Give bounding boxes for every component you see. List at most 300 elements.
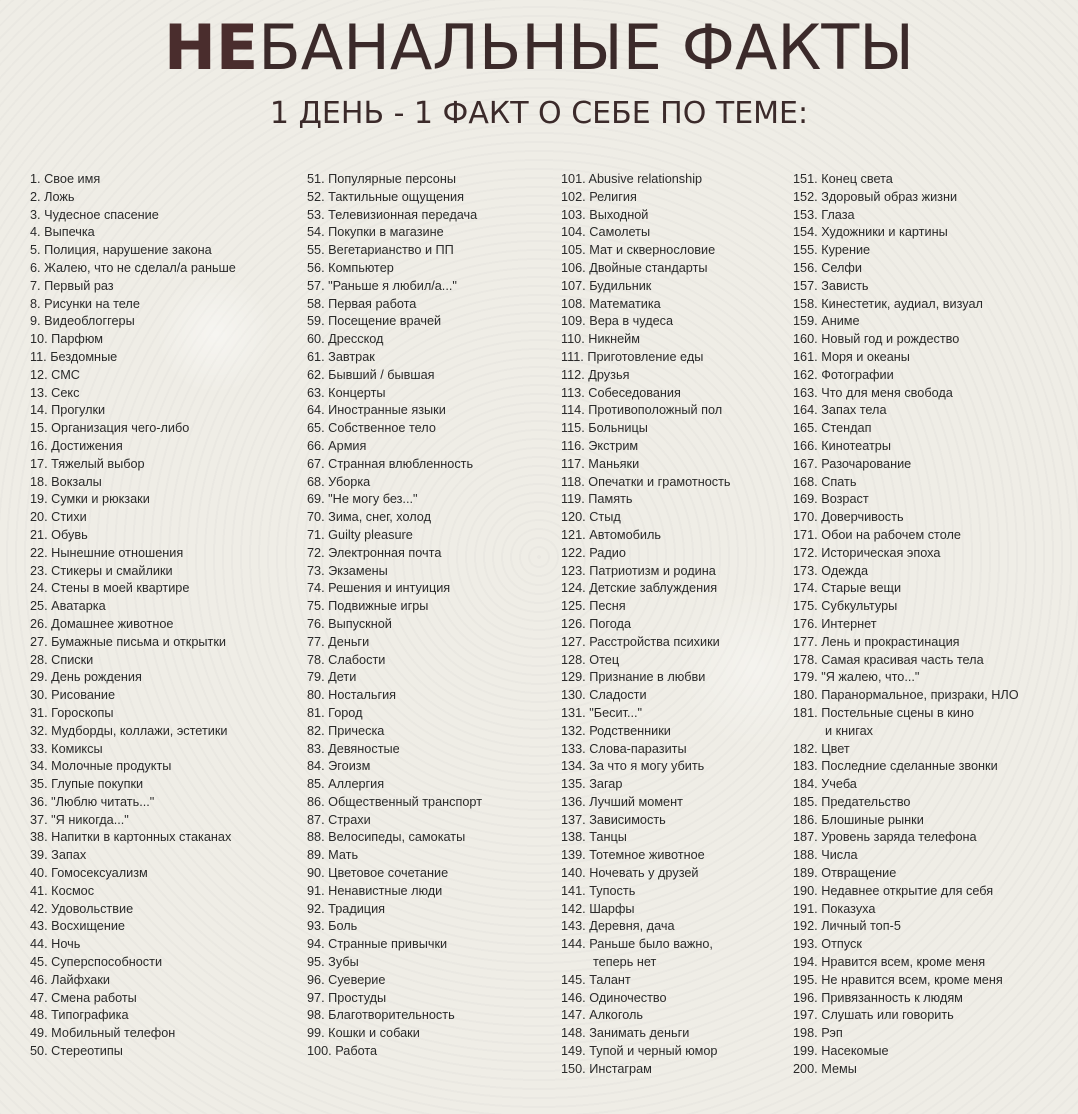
topic-text: "Раньше я любил/а..." (328, 278, 457, 293)
topic-item (307, 669, 557, 687)
topic-number: 176. (793, 616, 818, 631)
topic-text: Космос (51, 883, 95, 898)
topic-text: Конец света (821, 172, 893, 186)
topic-item (307, 491, 557, 509)
topic-text: Паранормальное, призраки, НЛО (821, 688, 1019, 703)
topic-item (307, 865, 557, 883)
topic-text: Суеверие (328, 972, 386, 987)
topic-text: Самая красивая часть тела (821, 652, 984, 667)
topic-text: Стихи (51, 510, 87, 525)
topic-number: 164. (793, 403, 818, 418)
topic-text: Рэп (821, 1026, 843, 1041)
topic-text: Самолеты (589, 225, 651, 240)
topic-text: Аватарка (51, 599, 106, 614)
topic-number: 171. (793, 527, 818, 542)
topic-text: Загар (589, 777, 623, 792)
topic-item (307, 758, 557, 776)
topic-item (307, 242, 557, 260)
topic-text: Числа (821, 848, 858, 863)
topic-number: 25. (30, 599, 48, 614)
topic-item (30, 491, 300, 509)
topic-number: 45. (30, 955, 48, 970)
topic-item (30, 349, 300, 367)
topic-number: 139. (561, 848, 586, 863)
topic-text: Мать (328, 848, 359, 863)
topic-item (307, 847, 557, 865)
topic-text: "Люблю читать..." (51, 794, 155, 809)
topic-text: Нынешние отношения (51, 545, 184, 560)
topic-number: 137. (561, 812, 586, 827)
topic-item (307, 509, 557, 527)
topic-number: 58. (307, 296, 325, 311)
topic-text: Историческая эпоха (821, 545, 941, 560)
topic-text: "Бесит..." (589, 705, 643, 720)
topic-item (561, 331, 786, 349)
topic-number: 71. (307, 527, 325, 542)
topic-item (561, 776, 786, 794)
topic-text: Бездомные (50, 349, 118, 364)
topic-text: Суперспособности (51, 955, 163, 970)
topic-number: 175. (793, 599, 818, 614)
topic-text: Странные привычки (328, 937, 448, 952)
topic-text: Родственники (589, 723, 671, 738)
topic-item (793, 972, 1075, 990)
topic-item (30, 723, 300, 741)
topic-text: Запах тела (821, 403, 887, 418)
topic-text: Выходной (589, 207, 649, 222)
topic-text: Телевизионная передача (328, 207, 478, 222)
topic-item (307, 1025, 557, 1043)
topic-text: Новый год и рождество (821, 332, 960, 347)
topic-number: 128. (561, 652, 586, 667)
topic-number: 75. (307, 599, 325, 614)
topic-number: 150. (561, 1061, 586, 1076)
topic-item (561, 847, 786, 865)
topic-number: 27. (30, 634, 48, 649)
topic-number: 166. (793, 438, 818, 453)
topic-item (30, 242, 300, 260)
topic-text: Посещение врачей (328, 314, 442, 329)
topic-item (30, 794, 300, 812)
topic-number: 73. (307, 563, 325, 578)
topic-item (561, 616, 786, 634)
topic-text: Художники и картины (821, 225, 948, 240)
topic-item (30, 296, 300, 314)
topic-text: Патриотизм и родина (589, 563, 716, 578)
topic-item (307, 224, 557, 242)
topic-text: Слова-паразиты (589, 741, 687, 756)
topic-item (793, 491, 1075, 509)
topic-item (793, 812, 1075, 830)
topic-item (793, 242, 1075, 260)
topic-item (307, 580, 557, 598)
topic-number: 152. (793, 189, 818, 204)
topic-number: 41. (30, 883, 48, 898)
topic-item (307, 705, 557, 723)
topic-number: 123. (561, 563, 586, 578)
topic-item (30, 331, 300, 349)
topic-item (307, 331, 557, 349)
topic-text: Боль (328, 919, 358, 934)
topic-text: Молочные продукты (51, 759, 172, 774)
topic-number: 109. (561, 314, 586, 329)
title-rest-part: БАНАЛЬНЫЕ ФАКТЫ (258, 11, 914, 84)
topic-item (30, 509, 300, 527)
topic-item (30, 776, 300, 794)
topic-text: Стереотипы (51, 1044, 123, 1059)
topic-item (30, 669, 300, 687)
topic-text: Селфи (821, 260, 862, 275)
topic-number: 198. (793, 1026, 818, 1041)
topic-text: Видеоблоггеры (44, 314, 135, 329)
topic-text: День рождения (51, 670, 142, 685)
topic-text: Цвет (821, 741, 850, 756)
topic-number: 181. (793, 705, 818, 720)
topic-text: Зима, снег, холод (328, 510, 431, 525)
topic-number: 146. (561, 990, 586, 1005)
topic-item (561, 527, 786, 545)
topic-item (30, 918, 300, 936)
topic-item (561, 829, 786, 847)
topic-item (30, 563, 300, 581)
topic-text: Противоположный пол (588, 403, 723, 418)
topic-number: 156. (793, 260, 818, 275)
topic-item (561, 883, 786, 901)
topic-text: Дресскод (328, 332, 384, 347)
topic-item (793, 936, 1075, 954)
topic-text: Блошиные рынки (821, 812, 924, 827)
topic-text: Раньше было важно, (589, 937, 713, 952)
topic-item (793, 171, 1075, 189)
topic-number: 116. (561, 438, 585, 453)
topic-number: 83. (307, 741, 325, 756)
topic-text: Экстрим (588, 438, 639, 453)
topic-text: Двойные стандарты (589, 260, 708, 275)
topic-text: Зубы (328, 955, 359, 970)
topic-text: Зависть (821, 278, 869, 293)
topic-text: Мемы (821, 1061, 857, 1076)
topic-item (561, 509, 786, 527)
topic-item (793, 598, 1075, 616)
topic-number: 72. (307, 545, 325, 560)
topic-number: 134. (561, 759, 586, 774)
topic-number: 178. (793, 652, 818, 667)
topic-text: Завтрак (328, 349, 375, 364)
topics-column-4 (793, 171, 1075, 1079)
topics-column-1 (30, 171, 300, 1061)
topic-item (307, 189, 557, 207)
topic-number: 94. (307, 937, 325, 952)
topic-number: 33. (30, 741, 48, 756)
topic-text: Страхи (328, 812, 371, 827)
topic-text: Концерты (328, 385, 386, 400)
topic-text: Прогулки (51, 403, 106, 418)
topic-number: 1. (30, 172, 41, 186)
topic-text: Отвращение (821, 866, 897, 881)
topic-number: 184. (793, 777, 818, 792)
topic-item (30, 990, 300, 1008)
topic-item (793, 1043, 1075, 1061)
topic-item (30, 456, 300, 474)
topic-text: Странная влюбленность (328, 456, 474, 471)
topic-number: 99. (307, 1026, 325, 1041)
topic-number: 190. (793, 883, 818, 898)
topic-item (307, 438, 557, 456)
topic-text: СМС (51, 367, 80, 382)
topic-item (561, 402, 786, 420)
topic-number: 96. (307, 972, 325, 987)
topic-text: Возраст (821, 492, 869, 507)
topic-text: Религия (589, 189, 637, 204)
topic-item (307, 474, 557, 492)
topic-text: Лайфхаки (51, 972, 110, 987)
topic-text: Математика (589, 296, 661, 311)
topic-item (561, 1025, 786, 1043)
topic-text: Одиночество (589, 990, 667, 1005)
topic-text: Нравится всем, кроме меня (821, 955, 986, 970)
topic-number: 170. (793, 510, 818, 525)
topic-text: Удовольствие (51, 901, 134, 916)
topic-number: 14. (30, 403, 48, 418)
topic-text: Компьютер (328, 260, 394, 275)
topic-number: 79. (307, 670, 325, 685)
topic-text: Армия (328, 438, 367, 453)
topic-text: Инстаграм (589, 1061, 652, 1076)
topic-item (561, 687, 786, 705)
topic-item (793, 829, 1075, 847)
topic-number: 50. (30, 1044, 48, 1059)
topic-number: 31. (30, 705, 48, 720)
topic-number: 95. (307, 955, 325, 970)
topic-number: 5. (30, 243, 41, 258)
topic-item (30, 278, 300, 296)
topic-text: Гомосексуализм (51, 866, 148, 881)
topic-number: 86. (307, 794, 325, 809)
topic-item (793, 385, 1075, 403)
topic-text: Занимать деньги (589, 1026, 690, 1041)
topic-item (793, 456, 1075, 474)
topic-text: Напитки в картонных стаканах (51, 830, 232, 845)
topic-number: 3. (30, 207, 41, 222)
topic-number: 169. (793, 492, 818, 507)
topic-item (793, 527, 1075, 545)
topic-number: 81. (307, 705, 325, 720)
topic-number: 153. (793, 207, 818, 222)
topic-item (793, 278, 1075, 296)
topic-item (561, 705, 786, 723)
topic-text: Сладости (589, 688, 647, 703)
topic-number: 89. (307, 848, 325, 863)
topic-text: Экзамены (328, 563, 388, 578)
topic-text: Глупые покупки (51, 777, 144, 792)
topic-number: 26. (30, 616, 48, 631)
topic-text: За что я могу убить (589, 759, 705, 774)
topic-text: Прическа (328, 723, 385, 738)
topic-item (561, 901, 786, 919)
topic-item (30, 883, 300, 901)
topic-number: 125. (561, 599, 586, 614)
topic-text: Моря и океаны (821, 349, 910, 364)
topic-number: 63. (307, 385, 325, 400)
topic-number: 141. (561, 883, 586, 898)
topic-number: 17. (30, 456, 48, 471)
topic-text: Деревня, дача (589, 919, 675, 934)
topic-item (307, 420, 557, 438)
topic-item (561, 260, 786, 278)
topic-item (793, 331, 1075, 349)
topic-text: Погода (589, 616, 631, 631)
topic-number: 173. (793, 563, 818, 578)
topic-number: 104. (561, 225, 586, 240)
topic-text: Бумажные письма и открытки (51, 634, 226, 649)
topic-number: 140. (561, 866, 586, 881)
topic-number: 55. (307, 243, 325, 258)
topic-number: 165. (793, 421, 818, 436)
topic-text: Тактильные ощущения (328, 189, 465, 204)
topic-number: 16. (30, 438, 48, 453)
topic-item (307, 402, 557, 420)
topic-number: 183. (793, 759, 818, 774)
topic-item (793, 705, 1075, 741)
topic-item (30, 1007, 300, 1025)
topic-item (307, 936, 557, 954)
topic-number: 126. (561, 616, 586, 631)
topic-item (30, 367, 300, 385)
topic-item (561, 420, 786, 438)
topic-item (561, 652, 786, 670)
topic-number: 158. (793, 296, 818, 311)
topic-number: 102. (561, 189, 586, 204)
topic-number: 112. (561, 367, 585, 382)
topic-number: 194. (793, 955, 818, 970)
topic-item (561, 563, 786, 581)
topic-number: 105. (561, 243, 586, 258)
topic-number: 61. (307, 349, 325, 364)
topic-text: Популярные персоны (328, 172, 456, 186)
topic-text: Списки (51, 652, 94, 667)
topic-text: Показуха (821, 901, 876, 916)
topic-text: Кинестетик, аудиал, визуал (821, 296, 983, 311)
topic-text: "Я никогда..." (51, 812, 129, 827)
topic-text: Детские заблуждения (589, 581, 718, 596)
topic-item (307, 812, 557, 830)
topic-text: Цветовое сочетание (328, 866, 449, 881)
topic-number: 30. (30, 688, 48, 703)
topic-number: 162. (793, 367, 818, 382)
topic-text: Расстройства психики (589, 634, 720, 649)
topic-text: Покупки в магазине (328, 225, 444, 240)
page-subtitle: 1 ДЕНЬ - 1 ФАКТ О СЕБЕ ПО ТЕМЕ: (269, 96, 809, 131)
topic-number: 167. (793, 456, 818, 471)
topic-item (561, 812, 786, 830)
topic-number: 100. (307, 1044, 332, 1059)
topic-text: Маньяки (588, 456, 640, 471)
topic-text: Решения и интуиция (328, 581, 451, 596)
topic-item (561, 1061, 786, 1079)
topic-text: Привязанность к людям (821, 990, 963, 1005)
topic-number: 193. (793, 937, 818, 952)
topic-number: 196. (793, 990, 818, 1005)
topic-item (561, 634, 786, 652)
topic-number: 106. (561, 260, 586, 275)
topic-item (561, 474, 786, 492)
topic-item (793, 901, 1075, 919)
topic-number: 159. (793, 314, 818, 329)
topic-text: Типографика (51, 1008, 129, 1023)
topic-item (561, 207, 786, 225)
topic-number: 160. (793, 332, 818, 347)
topic-number: 195. (793, 972, 818, 987)
topic-number: 13. (30, 385, 48, 400)
topic-number: 108. (561, 296, 586, 311)
topic-item (793, 296, 1075, 314)
topic-text: Восхищение (51, 919, 125, 934)
topic-text: "Я жалею, что..." (821, 670, 920, 685)
topic-item (30, 438, 300, 456)
topic-text: Песня (589, 599, 626, 614)
topic-text: Общественный транспорт (328, 794, 483, 809)
topic-item (793, 224, 1075, 242)
topic-text: Стикеры и смайлики (51, 563, 173, 578)
topic-number: 42. (30, 901, 48, 916)
topic-number: 87. (307, 812, 325, 827)
topic-number: 53. (307, 207, 325, 222)
topic-text: Ночь (51, 937, 81, 952)
topic-number: 136. (561, 794, 586, 809)
topic-item (793, 207, 1075, 225)
topic-text: Город (328, 705, 363, 720)
topic-item (793, 687, 1075, 705)
topic-item (561, 367, 786, 385)
topic-number: 36. (30, 794, 48, 809)
topic-text: Что для меня свобода (821, 385, 953, 400)
topic-text: Эгоизм (328, 759, 371, 774)
topic-text-continuation: и книгах (825, 723, 874, 738)
topic-text: Признание в любви (589, 670, 706, 685)
topic-text: Сумки и рюкзаки (51, 492, 150, 507)
topic-text: Рисование (51, 688, 116, 703)
topic-item (30, 189, 300, 207)
topic-item (30, 402, 300, 420)
topic-number: 155. (793, 243, 818, 258)
topic-number: 49. (30, 1026, 48, 1041)
topic-text: Собственное тело (328, 421, 436, 436)
topic-item (30, 705, 300, 723)
topic-text: Тотемное животное (589, 848, 705, 863)
topic-text: Рисунки на теле (44, 296, 140, 311)
topic-item (561, 580, 786, 598)
topic-number: 93. (307, 919, 325, 934)
topic-item (793, 189, 1075, 207)
topic-number: 197. (793, 1008, 818, 1023)
topic-number: 122. (561, 545, 586, 560)
topic-item (561, 456, 786, 474)
topic-item (30, 829, 300, 847)
topic-number: 21. (30, 527, 48, 542)
topic-number: 40. (30, 866, 48, 881)
topic-text: Никнейм (588, 332, 640, 347)
topic-text: Лень и прокрастинация (821, 634, 960, 649)
topic-number: 10. (30, 332, 48, 347)
topic-text: Танцы (589, 830, 627, 845)
topic-number: 115. (561, 421, 585, 436)
topic-number: 84. (307, 759, 325, 774)
topic-number: 12. (30, 367, 48, 382)
topic-text: Стендап (821, 421, 872, 436)
topic-number: 168. (793, 474, 818, 489)
topic-text: Спать (821, 474, 857, 489)
topic-text: Автомобиль (589, 527, 662, 542)
